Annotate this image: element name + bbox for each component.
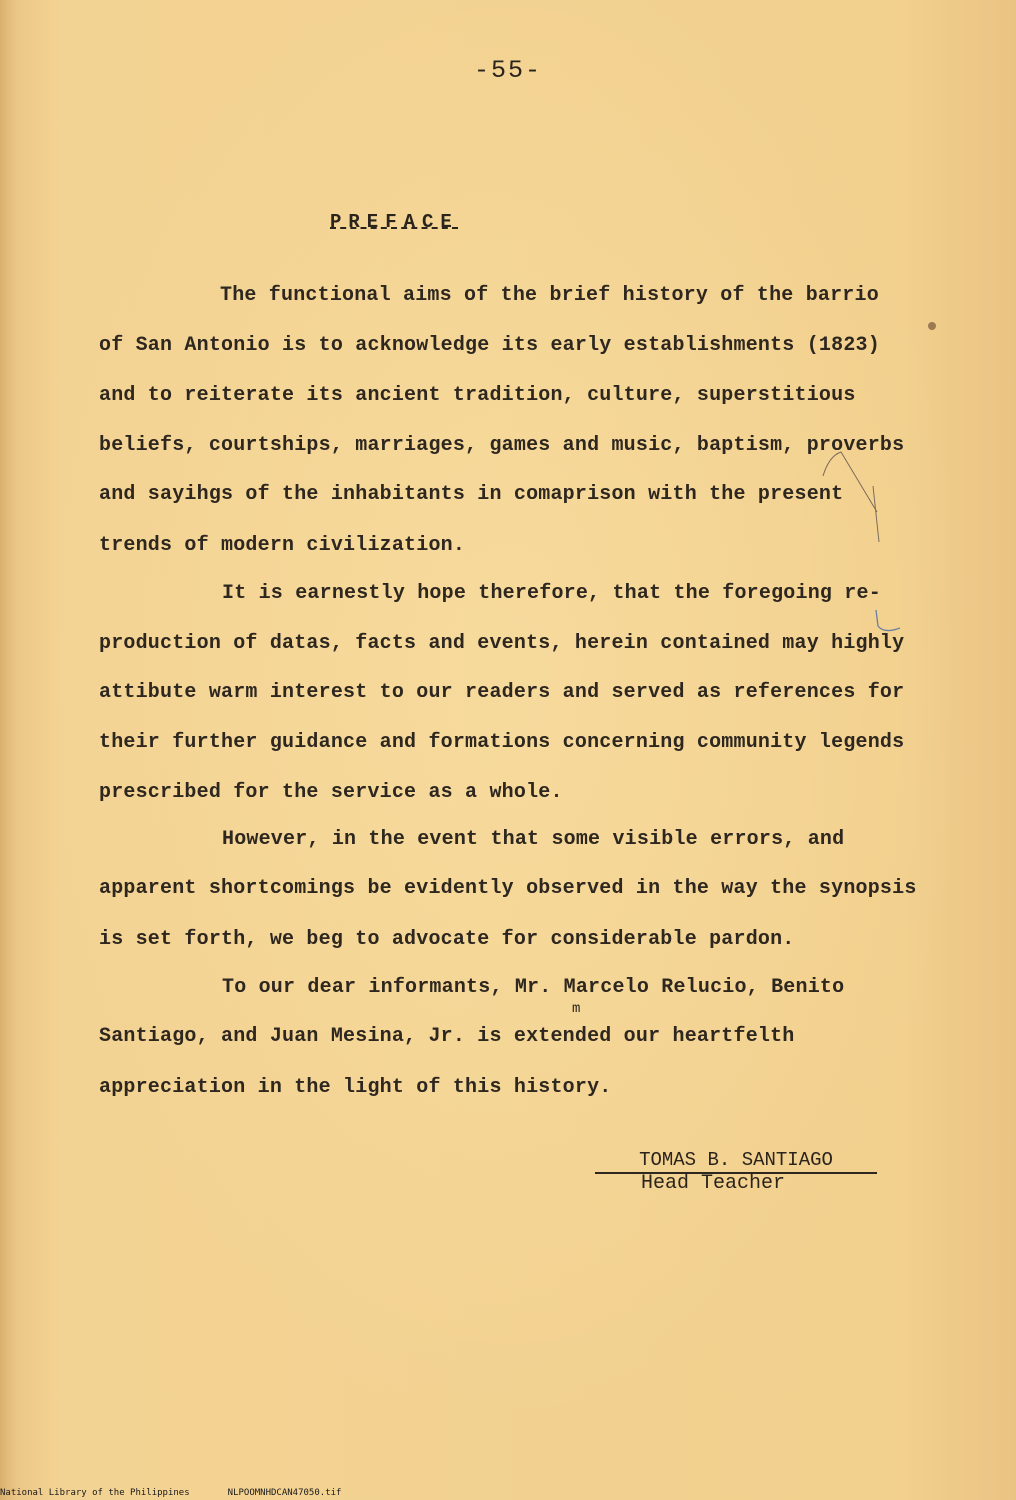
text-line-2: of San Antonio is to acknowledge its early establishments (1823) <box>99 334 880 357</box>
text-line-14: is set forth, we beg to advocate for considerable pardon. <box>99 928 795 951</box>
text-line-11: prescribed for the service as a whole. <box>99 781 563 804</box>
text-line-10: their further guidance and formations concerning community legends <box>99 731 905 754</box>
signatory-title: Head Teacher <box>641 1172 786 1195</box>
library-name: National Library of the Philippines <box>0 1488 190 1498</box>
scan-footer <box>0 1488 379 1498</box>
text-line-17: appreciation in the light of this history. <box>99 1076 612 1099</box>
pen-mark-icon <box>815 446 885 546</box>
document-title: PREFACE <box>330 211 459 233</box>
text-line-6: trends of modern civilization. <box>99 534 466 557</box>
text-line-9: attibute warm interest to our readers and served as references for <box>99 681 905 704</box>
text-line-13: apparent shortcomings be evidently observed in the way the synopsis <box>99 877 917 900</box>
signatory-name: TOMAS B. SANTIAGO <box>595 1149 877 1174</box>
page-number: -55- <box>473 56 542 85</box>
text-line-1: The functional aims of the brief history of the barrio <box>220 284 879 307</box>
text-line-16: Santiago, and Juan Mesina, Jr. is extended our heartfelth <box>99 1025 795 1048</box>
correction-mark: m <box>572 1001 581 1017</box>
text-line-7: It is earnestly hope therefore, that the foregoing re- <box>222 582 881 605</box>
file-name: NLPOOMNHDCAN47050.tif <box>227 1488 342 1498</box>
text-line-3: and to reiterate its ancient tradition, culture, superstitious <box>99 384 856 407</box>
text-line-4: beliefs, courtships, marriages, games and music, baptism, proverbs <box>99 434 905 457</box>
text-line-12: However, in the event that some visible errors, and <box>222 828 845 851</box>
text-line-5: and sayihgs of the inhabitants in comaprison with the present <box>99 483 844 506</box>
text-line-8: production of datas, facts and events, herein contained may highly <box>99 632 905 655</box>
text-line-15: To our dear informants, Mr. Marcelo Relucio, Benito <box>222 976 845 999</box>
stain-dot <box>928 322 936 330</box>
pen-hook-icon <box>870 608 910 638</box>
